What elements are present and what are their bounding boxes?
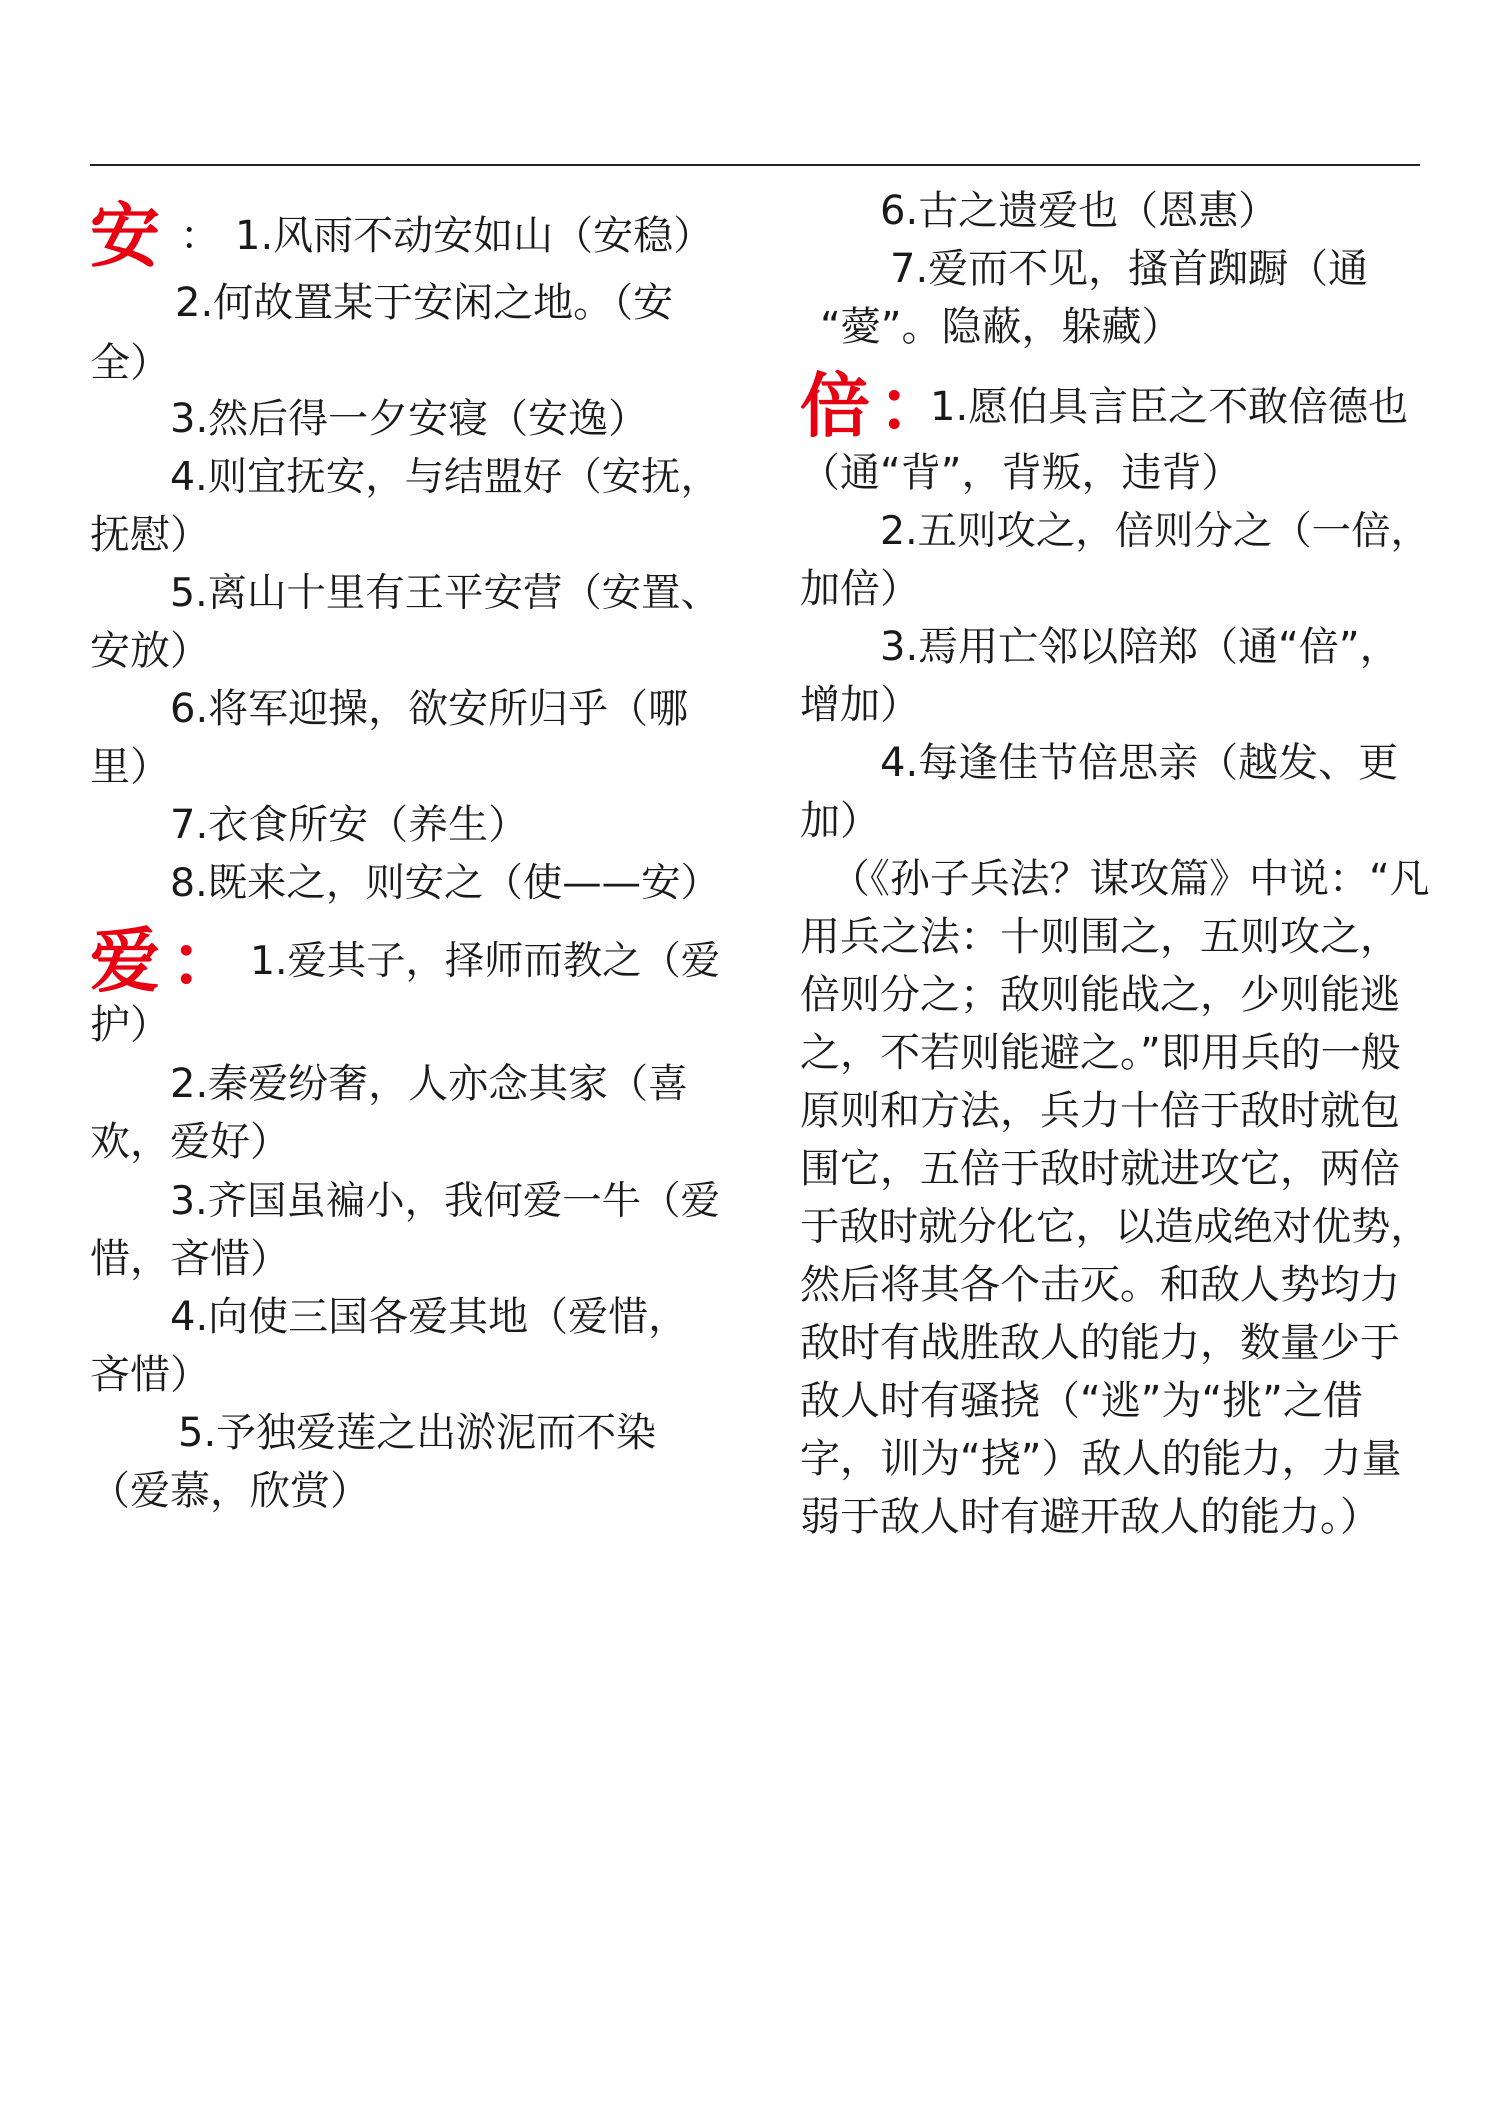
an-line-10: 里）	[90, 744, 170, 790]
ai-line-7: 4.向使三国各爱其地（爱惜，	[170, 1294, 689, 1340]
bei-note-line-3: 倍则分之；敌则能战之，少则能逃	[800, 972, 1400, 1018]
headword-ai-separator: ：	[170, 920, 240, 1002]
ai-line-10: （爱慕，欣赏）	[90, 1468, 370, 1514]
bei-line-3: 2.五则攻之，倍则分之（一倍，	[880, 508, 1430, 554]
headword-an: 安	[90, 195, 160, 277]
ai-line-5: 3.齐国虽褊小，我何爱一牛（爱	[170, 1178, 720, 1224]
bei-note-line-10: 敌人时有骚挠（“逃”为“挑”之借	[800, 1378, 1363, 1424]
bei-line-5: 3.焉用亡邻以陪郑（通“倍”，	[880, 624, 1400, 670]
ai-line-12: 7.爱而不见，搔首踟蹰（通	[890, 246, 1369, 292]
bei-line-2: （通“背”，背叛，违背）	[800, 450, 1242, 496]
an-line-11: 7.衣食所安（养生）	[170, 802, 529, 848]
header-rule	[90, 164, 1420, 166]
ai-line-11: 6.古之遗爱也（恩惠）	[880, 188, 1279, 234]
bei-note-line-2: 用兵之法：十则围之，五则攻之，	[800, 914, 1400, 960]
bei-line-4: 加倍）	[800, 566, 920, 612]
ai-line-8: 吝惜）	[90, 1352, 210, 1398]
an-line-3: 全）	[90, 340, 170, 386]
ai-line-3: 2.秦爱纷奢，人亦念其家（喜	[170, 1061, 689, 1107]
bei-note-line-11: 字，训为“挠”）敌人的能力，力量	[800, 1436, 1402, 1482]
an-line-6: 抚慰）	[90, 512, 210, 558]
bei-line-6: 增加）	[800, 682, 920, 728]
bei-line-7: 4.每逢佳节倍思亲（越发、更	[880, 740, 1399, 786]
bei-note-line-7: 于敌时就分化它，以造成绝对优势，	[800, 1204, 1430, 1250]
bei-note-line-4: 之，不若则能避之。”即用兵的一般	[800, 1030, 1401, 1076]
ai-line-4: 欢，爱好）	[90, 1119, 290, 1165]
an-line-12: 8.既来之，则安之（使——安）	[170, 860, 720, 906]
an-line-4: 3.然后得一夕安寝（安逸）	[170, 396, 649, 442]
headword-ai: 爱	[90, 920, 160, 1002]
headword-bei: 倍	[800, 365, 870, 447]
ai-line-2: 护）	[90, 1002, 170, 1048]
bei-line-1: 1.愿伯具言臣之不敢倍德也	[930, 384, 1409, 430]
bei-note-line-6: 围它，五倍于敌时就进攻它，两倍	[800, 1146, 1400, 1192]
ai-line-6: 惜，吝惜）	[90, 1236, 290, 1282]
bei-note-line-8: 然后将其各个击灭。和敌人势均力	[800, 1262, 1400, 1308]
bei-note-line-1: （《孙子兵法？谋攻篇》中说：“凡	[830, 856, 1430, 902]
an-line-7: 5.离山十里有王平安营（安置、	[170, 570, 720, 616]
an-line-8: 安放）	[90, 628, 210, 674]
bei-note-line-12: 弱于敌人时有避开敌人的能力。）	[800, 1494, 1380, 1540]
headword-bei-separator: ：	[878, 365, 948, 447]
an-line-2: 2.何故置某于安闲之地。（安	[175, 280, 674, 326]
headword-an-separator: ：	[180, 213, 220, 259]
ai-line-13: “薆”。隐蔽，躲藏）	[820, 304, 1182, 350]
ai-line-1: 1.爱其子，择师而教之（爱	[250, 938, 721, 984]
bei-note-line-9: 敌时有战胜敌人的能力，数量少于	[800, 1320, 1400, 1366]
ai-line-9: 5.予独爱莲之出淤泥而不染	[178, 1410, 657, 1456]
an-line-1: 1.风雨不动安如山（安稳）	[235, 213, 714, 259]
bei-note-line-5: 原则和方法，兵力十倍于敌时就包	[800, 1088, 1400, 1134]
an-line-5: 4.则宜抚安，与结盟好（安抚，	[170, 454, 720, 500]
an-line-9: 6.将军迎操，欲安所归乎（哪	[170, 686, 689, 732]
bei-line-8: 加）	[800, 798, 880, 844]
